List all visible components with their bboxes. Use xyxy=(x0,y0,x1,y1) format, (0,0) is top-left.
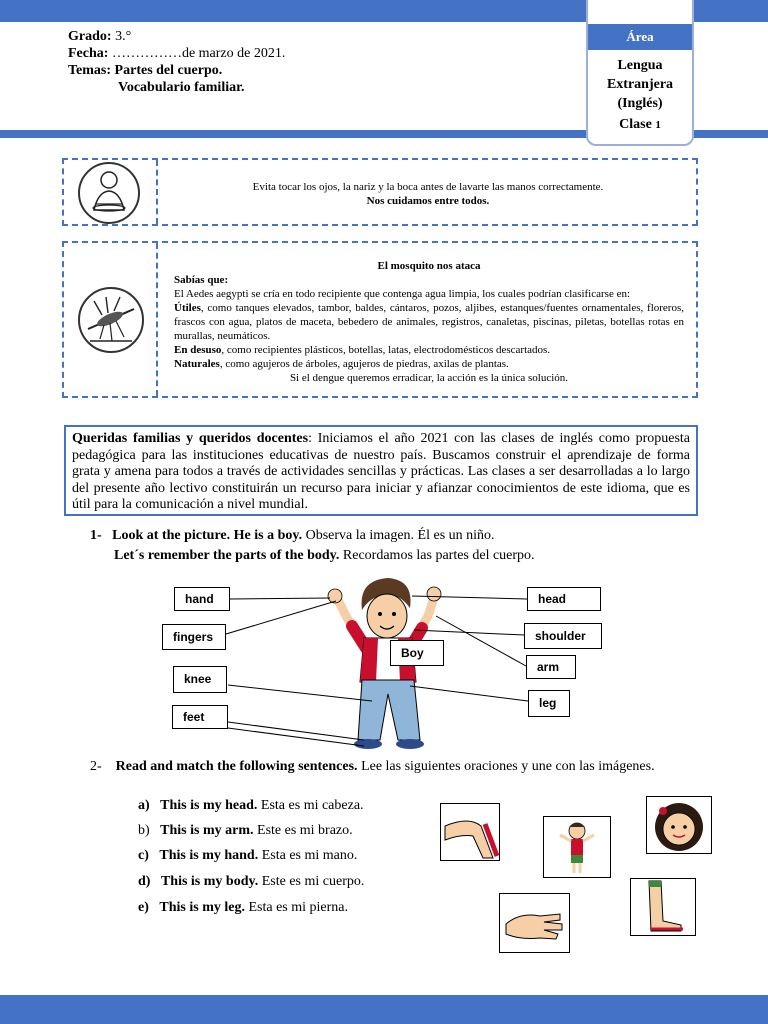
handwash-tip-box xyxy=(62,158,698,226)
sentence-text: Esta es mi cabeza. xyxy=(257,798,364,813)
naturales-label: Naturales xyxy=(174,358,220,370)
boy-diagram xyxy=(0,570,768,755)
sentence-bold: This is my arm. xyxy=(160,823,254,838)
label-feet: feet xyxy=(172,705,228,729)
desuso-label: En desuso xyxy=(174,344,222,356)
ex2-number: 2- xyxy=(90,759,102,774)
ex2-bold: Read and match the following sentences. xyxy=(115,759,358,774)
utiles-label: Útiles xyxy=(174,302,201,314)
sentence-letter: b) xyxy=(138,823,150,838)
sentence-bold: This is my head. xyxy=(160,798,258,813)
sentence-b xyxy=(138,822,353,840)
desuso-text: , como recipientes plásticos, botellas, latas, electrodomésticos descartados. xyxy=(221,344,551,356)
exercise-1-instructions xyxy=(90,526,535,566)
sentence-letter: d) xyxy=(138,874,151,889)
temas-value: Partes del cuerpo. xyxy=(114,63,223,78)
ex1-text-1: Observa la imagen. Él es un niño. xyxy=(302,528,495,543)
naturales-text: , como agujeros de árboles, agujeros de piedras, axilas de plantas. xyxy=(219,358,509,370)
label-knee: knee xyxy=(173,666,227,693)
intro-paragraph xyxy=(64,425,698,516)
leg-picture[interactable] xyxy=(630,878,696,936)
label-arm: arm xyxy=(526,655,576,679)
label-fingers: fingers xyxy=(162,624,226,650)
grado-label: Grado: xyxy=(68,29,112,44)
area-box xyxy=(586,0,694,146)
ex1-bold-1: Look at the picture. He is a boy. xyxy=(112,528,303,543)
area-subject xyxy=(588,56,692,135)
mosquito-closing: Si el dengue queremos erradicar, la acción es la única solución. xyxy=(289,372,569,384)
mosquito-title: El mosquito nos ataca xyxy=(377,260,481,272)
temas-value-2: Vocabulario familiar. xyxy=(118,80,245,95)
bottom-bar xyxy=(0,995,768,1024)
temas-label: Temas: xyxy=(68,63,112,78)
sentence-text: Este es mi cuerpo. xyxy=(258,874,365,889)
sentence-bold: This is my leg. xyxy=(159,900,245,915)
mosquito-divider xyxy=(156,243,158,396)
sentence-letter: c) xyxy=(138,848,149,863)
ex1-text-2: Recordamos las partes del cuerpo. xyxy=(339,548,535,563)
tip-divider xyxy=(156,160,158,224)
sentence-bold: This is my hand. xyxy=(159,848,259,863)
hand-picture[interactable] xyxy=(499,893,570,953)
label-boy: Boy xyxy=(390,640,444,666)
sabias-label: Sabías que: xyxy=(174,274,229,286)
intro-text: : Iniciamos el año 2021 con las clases de inglés como propuesta pedagógica para las instituciones educativas de nuestro país. Buscamos construir el aprendizaje de forma grata y amena para todos a través de actividades sencillas y prácticas. Las clases a ser desarrolladas a lo largo del presente año lectivo constituirán un recurso para iniciar y afianzar conocimientos de este idioma, que es útil para la comunicación a nivel mundial. xyxy=(72,431,690,512)
area-line-2: Extranjera xyxy=(606,77,674,92)
sentence-text: Este es mi brazo. xyxy=(253,823,353,838)
mosquito-text xyxy=(174,259,684,385)
tip-text xyxy=(160,180,696,208)
label-head: head xyxy=(527,587,601,611)
body-picture[interactable] xyxy=(543,816,611,878)
ex1-bold-2: Let´s remember the parts of the body. xyxy=(114,548,340,563)
tip-line-1: Evita tocar los ojos, la nariz y la boca antes de lavarte las manos correctamente. xyxy=(252,181,604,193)
label-shoulder: shoulder xyxy=(524,623,602,649)
ex1-number: 1- xyxy=(90,528,102,543)
sentence-a xyxy=(138,797,364,815)
mosquito-info-box xyxy=(62,241,698,398)
fecha-value: ……………de marzo de 2021. xyxy=(111,46,286,61)
clase-label: Clase xyxy=(619,117,652,132)
exercise-2-instructions xyxy=(90,757,655,777)
ex2-text: Lee las siguientes oraciones y une con las imágenes. xyxy=(357,759,655,774)
sentence-letter: a) xyxy=(138,798,150,813)
label-hand: hand xyxy=(174,587,230,611)
area-title: Área xyxy=(588,24,692,50)
head-picture[interactable] xyxy=(646,796,712,854)
sentence-c xyxy=(138,847,357,865)
arm-picture[interactable] xyxy=(440,803,500,861)
sentence-text: Esta es mi mano. xyxy=(258,848,358,863)
area-line-3: (Inglés) xyxy=(617,96,663,111)
grado-value: 3.° xyxy=(115,29,132,44)
utiles-text: , como tanques elevados, tambor, baldes, cántaros, pozos, aljibes, estanques/fuentes ornamentales, floreros, frascos con agua, platos de maceta, bebedero de animales, registros, canaletas, piscinas, piletas, botellas rotas en murallas, neumáticos. xyxy=(174,302,684,342)
clase-number: 1 xyxy=(655,119,661,131)
handwash-icon xyxy=(78,162,140,224)
header-info xyxy=(68,28,285,96)
sentence-d xyxy=(138,873,364,891)
tip-line-2: Nos cuidamos entre todos. xyxy=(366,195,490,207)
fecha-label: Fecha: xyxy=(68,46,109,61)
sentence-text: Esta es mi pierna. xyxy=(244,900,348,915)
area-line-1: Lengua xyxy=(617,58,663,73)
mosquito-intro: El Aedes aegypti se cría en todo recipiente que contenga agua limpia, los cuales podrían clasificarse en: xyxy=(174,288,631,300)
sentence-letter: e) xyxy=(138,900,149,915)
label-leg: leg xyxy=(528,690,570,717)
sentence-e xyxy=(138,899,348,917)
mosquito-icon xyxy=(78,287,144,353)
sentence-bold: This is my body. xyxy=(160,874,259,889)
intro-bold: Queridas familias y queridos docentes xyxy=(72,431,309,446)
